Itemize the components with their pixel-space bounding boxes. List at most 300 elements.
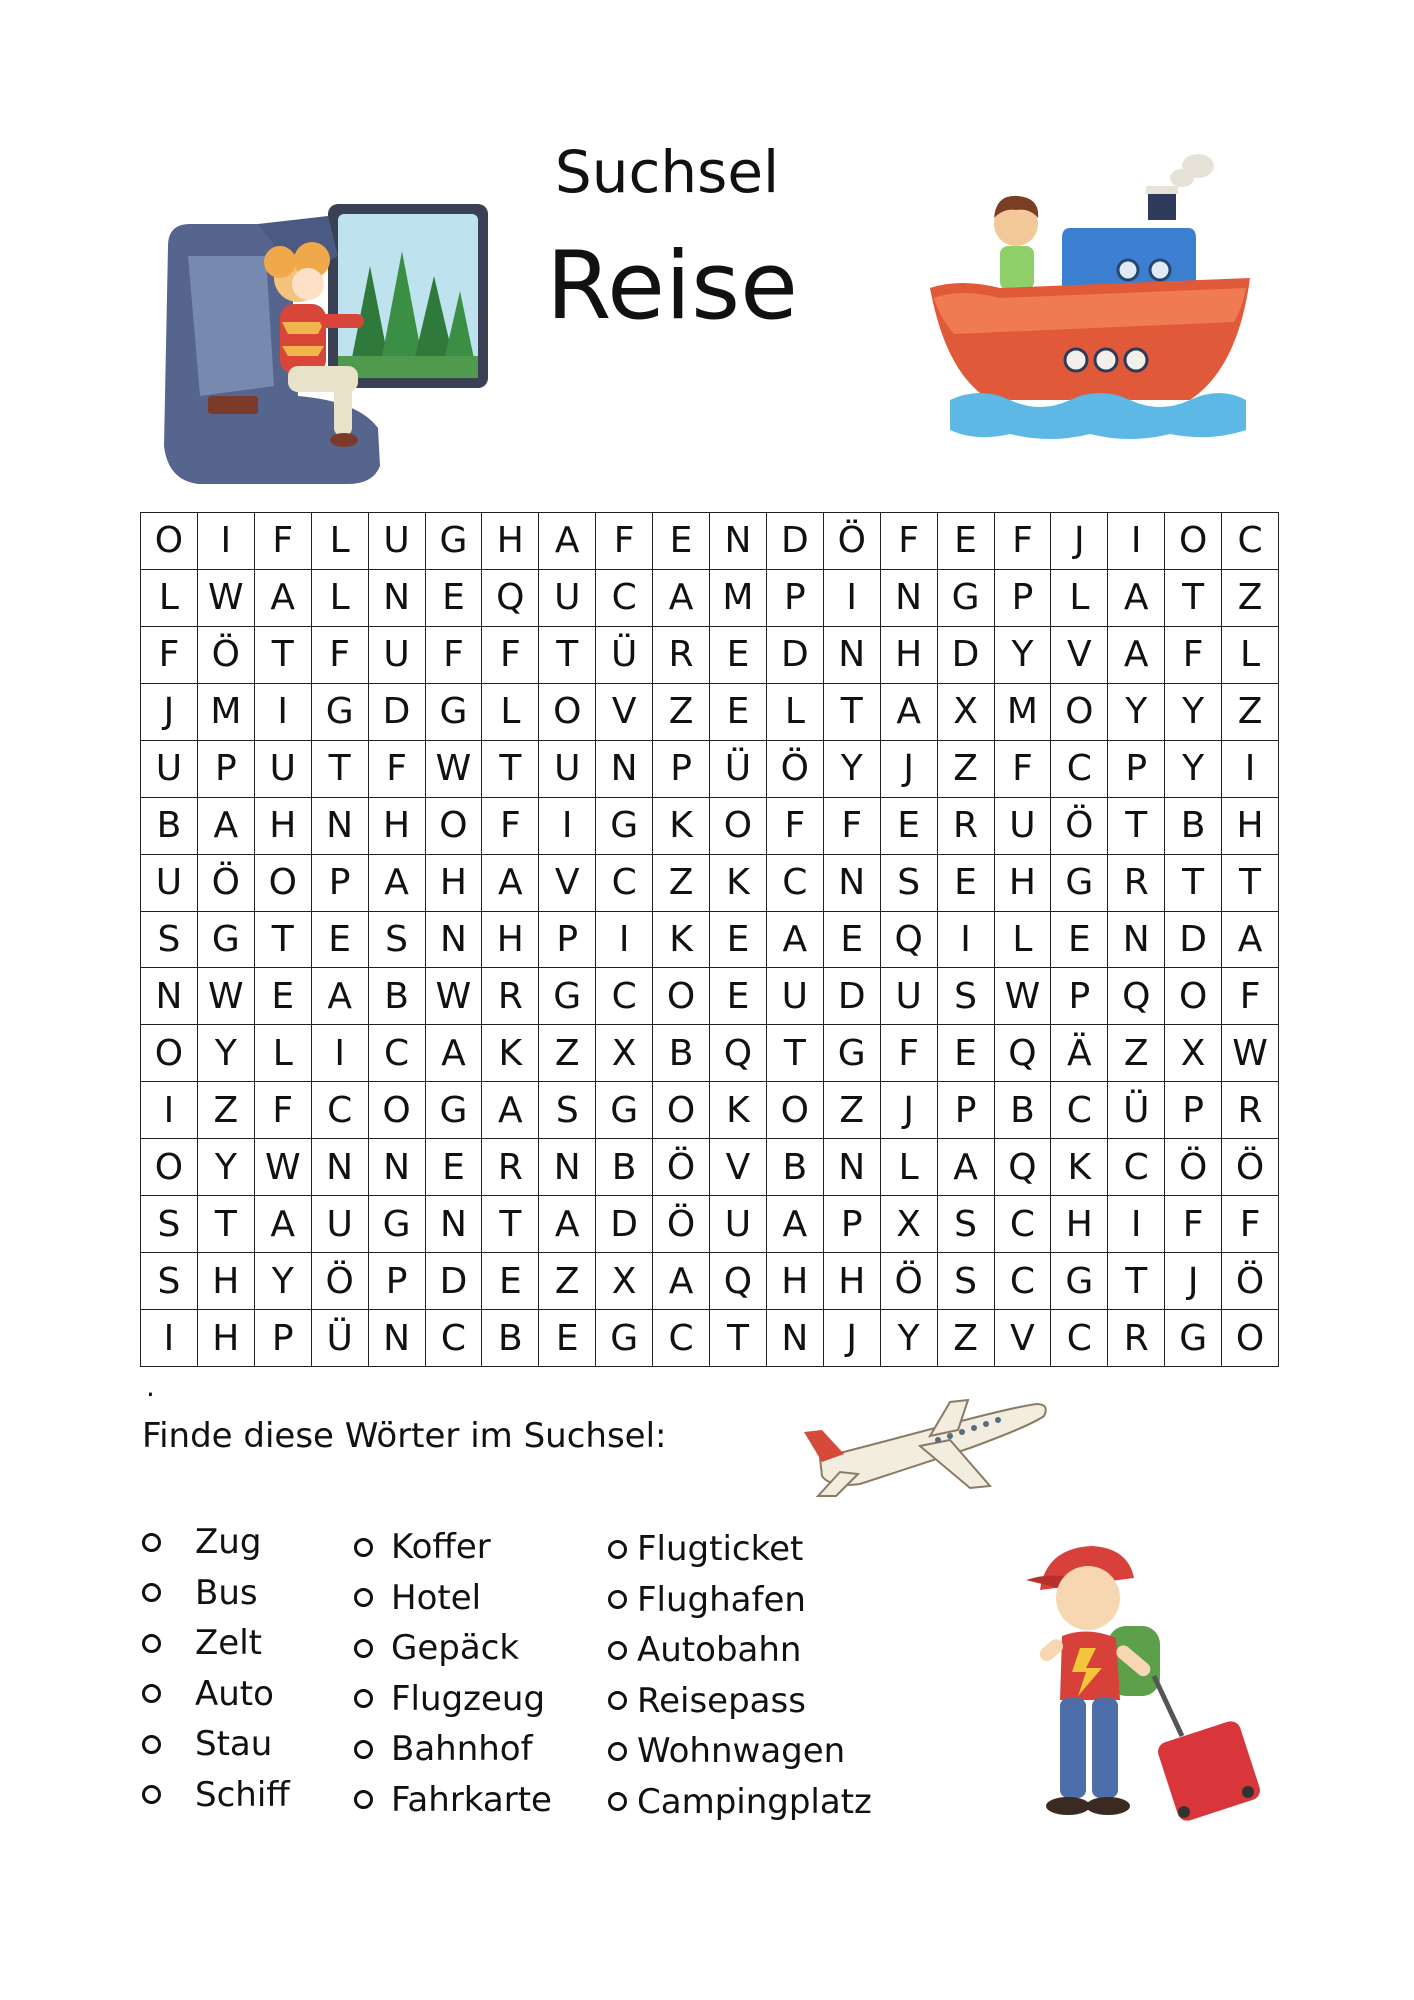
grid-cell: J — [881, 1082, 938, 1139]
grid-cell: N — [312, 798, 369, 855]
grid-cell: H — [767, 1253, 824, 1310]
grid-cell: Y — [1165, 741, 1222, 798]
grid-cell: F — [141, 627, 198, 684]
grid-cell: G — [596, 1310, 653, 1367]
grid-cell: C — [1222, 513, 1279, 570]
word-label: Flughafen — [637, 1579, 806, 1620]
grid-cell: O — [1051, 684, 1108, 741]
grid-cell: C — [995, 1253, 1052, 1310]
grid-cell: Z — [1108, 1025, 1165, 1082]
grid-cell: Ö — [198, 855, 255, 912]
word-search-grid — [140, 512, 1279, 1367]
grid-cell: R — [1108, 1310, 1165, 1367]
word-list-item — [142, 1517, 290, 1568]
grid-cell: E — [482, 1253, 539, 1310]
grid-cell: N — [824, 627, 881, 684]
grid-cell: Z — [938, 741, 995, 798]
grid-cell: O — [653, 1082, 710, 1139]
grid-cell: C — [1108, 1139, 1165, 1196]
checkbox-circle-icon — [608, 1540, 627, 1559]
grid-cell: U — [312, 1196, 369, 1253]
grid-cell: H — [881, 627, 938, 684]
grid-cell: S — [881, 855, 938, 912]
grid-cell: J — [824, 1310, 881, 1367]
grid-cell: C — [767, 855, 824, 912]
grid-cell: G — [1051, 855, 1108, 912]
grid-cell: Z — [539, 1025, 596, 1082]
checkbox-circle-icon — [354, 1538, 373, 1557]
grid-cell: I — [539, 798, 596, 855]
grid-cell: N — [369, 570, 426, 627]
stray-dot: . — [146, 1370, 155, 1403]
grid-cell: J — [1165, 1253, 1222, 1310]
word-list-item — [354, 1724, 552, 1775]
grid-cell: N — [1108, 912, 1165, 969]
grid-cell: Y — [1165, 684, 1222, 741]
grid-cell: P — [312, 855, 369, 912]
grid-cell: G — [596, 1082, 653, 1139]
grid-cell: U — [767, 968, 824, 1025]
grid-cell: O — [710, 798, 767, 855]
grid-cell: T — [255, 627, 312, 684]
checkbox-circle-icon — [354, 1790, 373, 1809]
grid-cell: Y — [995, 627, 1052, 684]
word-label: Hotel — [391, 1577, 482, 1618]
grid-cell: K — [653, 798, 710, 855]
grid-cell: L — [1051, 570, 1108, 627]
grid-cell: V — [539, 855, 596, 912]
grid-cell: L — [255, 1025, 312, 1082]
word-list-item — [354, 1775, 552, 1826]
grid-cell: U — [539, 741, 596, 798]
grid-cell: F — [881, 1025, 938, 1082]
grid-cell: I — [255, 684, 312, 741]
grid-cell: O — [1222, 1310, 1279, 1367]
grid-cell: A — [938, 1139, 995, 1196]
grid-cell: P — [369, 1253, 426, 1310]
word-label: Auto — [195, 1673, 274, 1714]
grid-cell: A — [881, 684, 938, 741]
word-label: Fahrkarte — [391, 1779, 552, 1820]
grid-cell: X — [881, 1196, 938, 1253]
checkbox-circle-icon — [354, 1639, 373, 1658]
grid-cell: R — [1108, 855, 1165, 912]
grid-cell: S — [938, 1196, 995, 1253]
grid-cell: S — [938, 1253, 995, 1310]
grid-cell: Q — [995, 1139, 1052, 1196]
grid-cell: Ä — [1051, 1025, 1108, 1082]
grid-cell: D — [1165, 912, 1222, 969]
grid-cell: G — [426, 513, 483, 570]
grid-cell: Ü — [1108, 1082, 1165, 1139]
grid-cell: S — [141, 1253, 198, 1310]
grid-cell: G — [1165, 1310, 1222, 1367]
grid-cell: Y — [1108, 684, 1165, 741]
grid-cell: I — [1108, 513, 1165, 570]
grid-cell: J — [141, 684, 198, 741]
grid-cell: G — [938, 570, 995, 627]
grid-cell: X — [596, 1025, 653, 1082]
grid-cell: E — [539, 1310, 596, 1367]
checkbox-circle-icon — [142, 1533, 161, 1552]
grid-cell: Q — [1108, 968, 1165, 1025]
grid-cell: C — [426, 1310, 483, 1367]
grid-cell: T — [1222, 855, 1279, 912]
grid-cell: Z — [539, 1253, 596, 1310]
word-label: Flugzeug — [391, 1678, 546, 1719]
grid-cell: O — [141, 513, 198, 570]
grid-cell: Ö — [1051, 798, 1108, 855]
grid-cell: H — [198, 1310, 255, 1367]
grid-cell: I — [198, 513, 255, 570]
grid-cell: Ö — [312, 1253, 369, 1310]
checkbox-circle-icon — [354, 1740, 373, 1759]
grid-cell: Ö — [767, 741, 824, 798]
grid-cell: Z — [824, 1082, 881, 1139]
grid-cell: Z — [938, 1310, 995, 1367]
grid-cell: Ö — [653, 1196, 710, 1253]
grid-cell: M — [710, 570, 767, 627]
grid-cell: R — [482, 1139, 539, 1196]
grid-cell: K — [653, 912, 710, 969]
grid-cell: T — [539, 627, 596, 684]
grid-cell: I — [824, 570, 881, 627]
grid-cell: E — [255, 968, 312, 1025]
grid-cell: F — [995, 513, 1052, 570]
grid-cell: F — [1222, 1196, 1279, 1253]
grid-cell: D — [596, 1196, 653, 1253]
grid-cell: B — [1165, 798, 1222, 855]
grid-cell: Ö — [653, 1139, 710, 1196]
grid-cell: A — [653, 570, 710, 627]
page-subtitle: Suchsel — [554, 138, 780, 206]
grid-cell: L — [312, 513, 369, 570]
word-label: Zug — [195, 1522, 262, 1563]
grid-cell: J — [881, 741, 938, 798]
grid-cell: T — [1108, 1253, 1165, 1310]
grid-cell: A — [767, 1196, 824, 1253]
grid-cell: F — [1165, 1196, 1222, 1253]
grid-cell: L — [482, 684, 539, 741]
grid-cell: E — [938, 855, 995, 912]
grid-cell: A — [369, 855, 426, 912]
word-list-item — [142, 1568, 290, 1619]
grid-cell: F — [482, 627, 539, 684]
grid-cell: G — [426, 684, 483, 741]
word-label: Zelt — [195, 1623, 262, 1664]
checkbox-circle-icon — [354, 1588, 373, 1607]
grid-cell: S — [539, 1082, 596, 1139]
grid-cell: O — [653, 968, 710, 1025]
word-list-column-3 — [608, 1524, 872, 1827]
grid-cell: B — [995, 1082, 1052, 1139]
grid-cell: G — [824, 1025, 881, 1082]
grid-cell: B — [767, 1139, 824, 1196]
grid-cell: A — [426, 1025, 483, 1082]
checkbox-circle-icon — [142, 1634, 161, 1653]
grid-cell: Ö — [1222, 1139, 1279, 1196]
grid-cell: N — [369, 1310, 426, 1367]
word-list-item — [608, 1575, 872, 1626]
grid-cell: T — [312, 741, 369, 798]
grid-cell: T — [198, 1196, 255, 1253]
grid-cell: U — [369, 513, 426, 570]
grid-cell: O — [141, 1025, 198, 1082]
grid-cell: Ö — [1165, 1139, 1222, 1196]
grid-cell: H — [995, 855, 1052, 912]
grid-cell: X — [1165, 1025, 1222, 1082]
grid-cell: E — [938, 513, 995, 570]
word-list-item — [142, 1669, 290, 1720]
word-list-item — [608, 1777, 872, 1828]
grid-cell: D — [767, 627, 824, 684]
grid-cell: D — [369, 684, 426, 741]
ship-boy-illustration — [920, 138, 1270, 456]
checkbox-circle-icon — [608, 1792, 627, 1811]
grid-cell: L — [881, 1139, 938, 1196]
grid-cell: L — [141, 570, 198, 627]
grid-cell: B — [596, 1139, 653, 1196]
word-list-item — [354, 1573, 552, 1624]
grid-cell: A — [198, 798, 255, 855]
checkbox-circle-icon — [608, 1742, 627, 1761]
grid-cell: A — [255, 1196, 312, 1253]
grid-cell: P — [995, 570, 1052, 627]
grid-cell: T — [482, 741, 539, 798]
grid-cell: V — [596, 684, 653, 741]
grid-cell: W — [995, 968, 1052, 1025]
grid-cell: F — [426, 627, 483, 684]
grid-cell: G — [312, 684, 369, 741]
grid-cell: C — [596, 855, 653, 912]
grid-cell: E — [881, 798, 938, 855]
grid-cell: I — [312, 1025, 369, 1082]
word-list-item — [608, 1524, 872, 1575]
grid-cell: F — [1222, 968, 1279, 1025]
word-label: Bus — [195, 1572, 258, 1613]
grid-cell: H — [198, 1253, 255, 1310]
grid-cell: E — [710, 684, 767, 741]
grid-cell: S — [141, 1196, 198, 1253]
grid-cell: M — [198, 684, 255, 741]
grid-cell: N — [710, 513, 767, 570]
grid-cell: U — [141, 741, 198, 798]
grid-cell: C — [1051, 741, 1108, 798]
grid-cell: C — [653, 1310, 710, 1367]
grid-cell: L — [767, 684, 824, 741]
grid-cell: B — [141, 798, 198, 855]
grid-cell: N — [881, 570, 938, 627]
grid-cell: N — [426, 1196, 483, 1253]
grid-cell: F — [255, 1082, 312, 1139]
grid-cell: A — [255, 570, 312, 627]
grid-cell: U — [710, 1196, 767, 1253]
grid-cell: Q — [482, 570, 539, 627]
grid-cell: W — [198, 570, 255, 627]
grid-cell: P — [938, 1082, 995, 1139]
grid-cell: F — [369, 741, 426, 798]
grid-cell: F — [995, 741, 1052, 798]
grid-cell: Y — [198, 1025, 255, 1082]
word-label: Autobahn — [637, 1630, 802, 1671]
grid-cell: C — [1051, 1310, 1108, 1367]
grid-cell: E — [312, 912, 369, 969]
word-list-item — [142, 1719, 290, 1770]
grid-cell: Z — [653, 684, 710, 741]
grid-cell: K — [710, 1082, 767, 1139]
instruction-text: Finde diese Wörter im Suchsel: — [142, 1416, 667, 1456]
grid-cell: Y — [824, 741, 881, 798]
grid-cell: N — [426, 912, 483, 969]
grid-cell: E — [824, 912, 881, 969]
word-list-column-1 — [142, 1517, 290, 1820]
word-label: Stau — [195, 1724, 273, 1765]
grid-cell: R — [482, 968, 539, 1025]
grid-cell: A — [539, 1196, 596, 1253]
checkbox-circle-icon — [608, 1590, 627, 1609]
word-label: Bahnhof — [391, 1729, 533, 1770]
grid-cell: N — [767, 1310, 824, 1367]
grid-cell: O — [767, 1082, 824, 1139]
grid-cell: E — [938, 1025, 995, 1082]
grid-cell: V — [1051, 627, 1108, 684]
word-list-item — [608, 1676, 872, 1727]
word-label: Koffer — [391, 1527, 491, 1568]
grid-cell: I — [141, 1310, 198, 1367]
word-list-column-2 — [354, 1522, 552, 1825]
grid-cell: C — [312, 1082, 369, 1139]
grid-cell: K — [1051, 1139, 1108, 1196]
grid-cell: K — [482, 1025, 539, 1082]
grid-cell: A — [482, 855, 539, 912]
grid-cell: N — [539, 1139, 596, 1196]
grid-cell: Z — [198, 1082, 255, 1139]
grid-cell: O — [141, 1139, 198, 1196]
grid-cell: T — [824, 684, 881, 741]
grid-cell: N — [312, 1139, 369, 1196]
grid-cell: X — [938, 684, 995, 741]
grid-cell: C — [596, 570, 653, 627]
checkbox-circle-icon — [142, 1735, 161, 1754]
grid-cell: Ö — [881, 1253, 938, 1310]
train-girl-illustration — [148, 196, 500, 488]
word-list-item — [354, 1522, 552, 1573]
checkbox-circle-icon — [142, 1583, 161, 1602]
grid-cell: U — [369, 627, 426, 684]
grid-cell: Ö — [824, 513, 881, 570]
grid-cell: V — [995, 1310, 1052, 1367]
grid-cell: P — [539, 912, 596, 969]
grid-cell: Y — [255, 1253, 312, 1310]
grid-cell: Ü — [596, 627, 653, 684]
grid-cell: Ö — [198, 627, 255, 684]
grid-cell: E — [710, 912, 767, 969]
grid-cell: S — [938, 968, 995, 1025]
grid-cell: D — [767, 513, 824, 570]
grid-cell: Z — [1222, 570, 1279, 627]
grid-cell: F — [255, 513, 312, 570]
grid-cell: N — [369, 1139, 426, 1196]
grid-cell: Ö — [1222, 1253, 1279, 1310]
grid-cell: P — [824, 1196, 881, 1253]
airplane-illustration — [800, 1388, 1056, 1506]
grid-cell: E — [426, 1139, 483, 1196]
grid-cell: R — [938, 798, 995, 855]
grid-cell: E — [1051, 912, 1108, 969]
checkbox-circle-icon — [142, 1684, 161, 1703]
grid-cell: H — [1051, 1196, 1108, 1253]
grid-cell: S — [369, 912, 426, 969]
grid-cell: H — [482, 912, 539, 969]
grid-cell: W — [198, 968, 255, 1025]
grid-cell: Q — [710, 1025, 767, 1082]
grid-cell: A — [1108, 570, 1165, 627]
grid-cell: X — [596, 1253, 653, 1310]
grid-cell: O — [539, 684, 596, 741]
grid-cell: U — [995, 798, 1052, 855]
grid-cell: B — [482, 1310, 539, 1367]
grid-cell: I — [938, 912, 995, 969]
grid-cell: E — [426, 570, 483, 627]
grid-cell: T — [1108, 798, 1165, 855]
grid-cell: O — [1165, 513, 1222, 570]
grid-cell: F — [312, 627, 369, 684]
grid-cell: C — [995, 1196, 1052, 1253]
grid-cell: W — [1222, 1025, 1279, 1082]
grid-cell: A — [312, 968, 369, 1025]
grid-cell: E — [653, 513, 710, 570]
grid-cell: U — [881, 968, 938, 1025]
grid-cell: W — [255, 1139, 312, 1196]
grid-cell: T — [1165, 570, 1222, 627]
grid-cell: Q — [710, 1253, 767, 1310]
grid-cell: C — [1051, 1082, 1108, 1139]
grid-cell: H — [824, 1253, 881, 1310]
grid-cell: K — [710, 855, 767, 912]
grid-cell: Z — [1222, 684, 1279, 741]
checkbox-circle-icon — [142, 1785, 161, 1804]
grid-cell: L — [1222, 627, 1279, 684]
word-list-item — [142, 1770, 290, 1821]
word-label: Flugticket — [637, 1529, 804, 1570]
grid-cell: I — [1222, 741, 1279, 798]
grid-cell: E — [710, 968, 767, 1025]
word-list-item — [142, 1618, 290, 1669]
grid-cell: N — [824, 1139, 881, 1196]
grid-cell: F — [824, 798, 881, 855]
grid-cell: J — [1051, 513, 1108, 570]
word-label: Wohnwagen — [637, 1731, 846, 1772]
traveler-boy-illustration — [1016, 1530, 1278, 1832]
grid-cell: O — [255, 855, 312, 912]
grid-cell: M — [995, 684, 1052, 741]
checkbox-circle-icon — [354, 1689, 373, 1708]
grid-cell: P — [1108, 741, 1165, 798]
grid-cell: F — [881, 513, 938, 570]
grid-cell: R — [653, 627, 710, 684]
grid-cell: T — [767, 1025, 824, 1082]
grid-cell: Y — [198, 1139, 255, 1196]
grid-cell: G — [1051, 1253, 1108, 1310]
grid-cell: W — [426, 741, 483, 798]
grid-cell: G — [596, 798, 653, 855]
grid-cell: P — [255, 1310, 312, 1367]
word-label: Schiff — [195, 1774, 290, 1815]
grid-cell: O — [426, 798, 483, 855]
grid-cell: F — [767, 798, 824, 855]
grid-cell: H — [426, 855, 483, 912]
grid-cell: G — [198, 912, 255, 969]
